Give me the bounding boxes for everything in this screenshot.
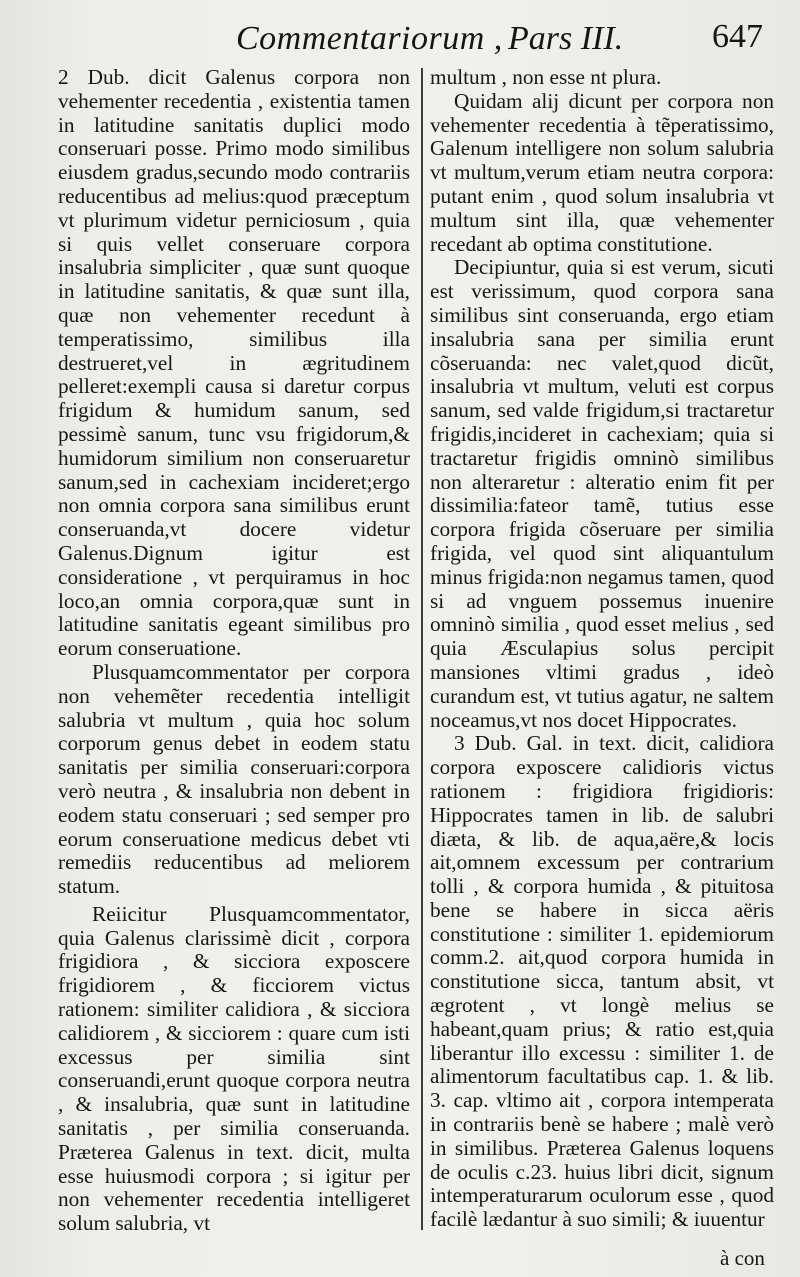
paragraph: multum , non esse nt plura.	[430, 65, 662, 89]
page-number: 647	[712, 18, 763, 55]
catchword: à con	[720, 1246, 765, 1270]
paragraph: Plusquamcommentator per corpora non vehemẽter recedentia intelligit salubria vt multum , quia hoc solum corporum genus debet in eodem statu sanitatis per similia conseruari:corpora verò neutra , & insalubria non debent in eodem statu conseruari ; sed semper pro eorum conseruatione medicus debet vti remediis reducentibus ad meliorem statum.	[58, 659, 410, 899]
right-column	[430, 66, 774, 1232]
paragraph: Quidam alij dicunt per corpora non vehementer recedentia à tẽperatissimo, Galenum intelligere non solum salubria vt multum,verum etiam neutra corpora: putant enim , quod solum insalubria vt multum sint illa, quæ vehementer recedant ab optima constitutione.	[430, 88, 774, 256]
running-title: Commentariorum ,	[236, 20, 503, 57]
paragraph: Decipiuntur, quia si est verum, sicuti est verissimum, quod corpora sana similibus sint conseruanda, ergo etiam insalubria sana per similia erunt cõseruanda: nec valet,quod dicũt, insalubria vt multum, veluti est corpus sanum, sed valde frigidum,si tractaretur frigidis,incideret in cachexiam; quia si tractaretur frigidis omninò similibus non alteraretur : alteratio enim fit per dissimilia:fateor tamẽ, tutius esse corpora frigida cõseruare per similia frigida, vel quod sint aliquantulum minus frigida:non negamus tamen, quod si ad vnguem possemus inuenire omninò similia , quod esset melius , sed quia Æsculapius solus percipit mansiones vltimi gradus , ideò curandum est, vt tutius agatur, ne saltem noceamus,vt nos docet Hippocrates.	[430, 255, 774, 732]
left-column	[58, 66, 410, 1236]
paragraph: 3 Dub. Gal. in text. dicit, calidiora corpora exposcere calidioris victus rationem : frigidiora frigidioris: Hippocrates tamen in lib. de salubri diæta, & lib. de aqua,aëre,& locis ait,omnem excessum per contrarium tolli , & corpora humida , & pituitosa bene se habere in sicca aëris constitutione : similiter 1. epidemiorum comm.2. ait,quod corpora humida in constitutione sicca, tantum absit, vt ægrotent , vt longè melius se habeant,quam prius; & ratio est,quia liberantur illo excessu : similiter 1. de alimentorum facultatibus cap. 1. & lib. 3. cap. vltimo ait , corpora intemperata in contrariis benè se habere ; malè verò in similibus. Præterea Galenus loquens de oculis c.23. huius libri dicit, signum intemperaturarum oculorum esse , quod facilè lædantur à suo simili; & iuuentur	[430, 731, 774, 1232]
paragraph: 2 Dub. dicit Galenus corpora non vehementer recedentia , existentia tamen in latitudine sanitatis duplici modo conseruari posse. Primo modo similibus eiusdem gradus,secundo modo contrariis reducentibus ad melius:quod præceptum vt plurimum videtur perniciosum , quia si quis vellet conseruare corpora insalubria simpliciter , quæ sunt quoque in latitudine sanitatis, & quæ sunt illa, quæ non vehementer recedunt à temperatissimo, similibus illa destrueret,vel in ægritudinem pelleret:exempli causa si daretur corpus frigidum & humidum sanum, sed pessimè sanum, tunc vsu frigidorum,& humidorum similium non conseruaretur sanum,sed in cachexiam incideret;ergo non omnia corpora sana similibus erunt conseruanda,vt docere videtur Galenus.Dignum igitur est consideratione , vt perquiramus in hoc loco,an omnia corpora,quæ sunt in latitudine sanitatis egeant similibus pro eorum conseruatione.	[58, 65, 410, 661]
paragraph: Reiicitur Plusquamcommentator, quia Galenus clarissimè dicit , corpora frigidiora , & sicciora exposcere frigidiorem , & ficciorem victus rationem: similiter calidiora , & sicciora calidiorem , & sicciorem : quare cum isti excessus per similia sint conseruandi,erunt quoque corpora neutra , & insalubria, quæ sunt in latitudine sanitatis , per similia conseruanda. Præterea Galenus in text. dicit, multa esse huiusmodi corpora ; si igitur per non vehementer recedentia intelligeret solum salubria, vt	[58, 901, 410, 1236]
column-divider	[421, 68, 423, 1230]
running-header	[0, 14, 800, 66]
part-label: Pars III.	[508, 20, 624, 57]
